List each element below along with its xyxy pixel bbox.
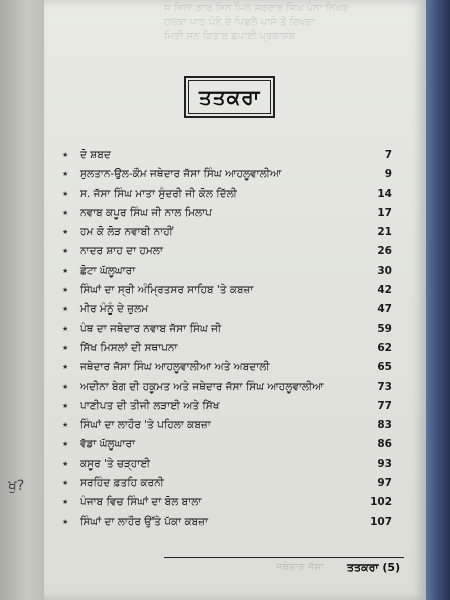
toc-entry-page: 102 (370, 496, 392, 509)
toc-entry-title: ਪਾਣੀਪਤ ਦੀ ਤੀਜੀ ਲੜਾਈ ਅਤੇ ਸਿੱਖ (80, 399, 220, 412)
toc-entry-title: ਅਦੀਨਾ ਬੇਗ ਦੀ ਹਕੂਮਤ ਅਤੇ ਜਥੇਦਾਰ ਜੱਸਾ ਸਿੰਘ ਆਹਲੂਵਾਲੀਆ (80, 380, 324, 393)
toc-entry-page: 62 (377, 341, 392, 354)
toc-entry-title: ਸਿੰਘਾਂ ਦਾ ਸ੍ਰੀ ਅੰਮ੍ਰਿਤਸਰ ਸਾਹਿਬ 'ਤੇ ਕਬਜ਼ਾ (80, 284, 254, 297)
toc-entry (62, 495, 392, 514)
toc-entry-title: ਪੰਜਾਬ ਵਿਚ ਸਿੰਘਾਂ ਦਾ ਬੋਲ ਬਾਲਾ (80, 496, 202, 509)
star-bullet-icon: ★ (62, 247, 69, 256)
toc-entry (62, 515, 392, 534)
toc-entry-page: 86 (377, 438, 392, 451)
star-bullet-icon: ★ (62, 401, 69, 410)
toc-entry (62, 283, 392, 302)
star-bullet-icon: ★ (62, 170, 69, 179)
toc-entry-page: 30 (377, 264, 392, 277)
toc-entry-page: 97 (377, 477, 392, 490)
toc-entry (62, 399, 392, 418)
toc-entry (62, 225, 392, 244)
toc-entry-title: ਸਿੱਖ ਮਿਸਲਾਂ ਦੀ ਸਥਾਪਨਾ (80, 341, 178, 354)
page-footer (347, 561, 400, 575)
footer-page-number: (5) (382, 561, 401, 574)
toc-entry-page: 65 (377, 361, 392, 374)
star-bullet-icon: ★ (62, 305, 69, 314)
toc-entry-title: ਛੋਟਾ ਘੱਲੂਘਾਰਾ (80, 264, 136, 277)
toc-entry-page: 77 (377, 399, 392, 412)
star-bullet-icon: ★ (62, 286, 69, 295)
star-bullet-icon: ★ (62, 479, 69, 488)
star-bullet-icon: ★ (62, 266, 69, 275)
star-bullet-icon: ★ (62, 208, 69, 217)
toc-entry (62, 167, 392, 186)
toc-entry (62, 341, 392, 360)
toc-entry-title: ਸਰਹਿੰਦ ਫ਼ਤਹਿ ਕਰਨੀ (80, 477, 164, 490)
star-bullet-icon: ★ (62, 421, 69, 430)
toc-entry (62, 302, 392, 321)
toc-entry-page: 26 (377, 245, 392, 258)
toc-entry-title: ਦੋ ਸ਼ਬਦ (80, 149, 111, 161)
toc-entry-title: ਸੁਲਤਾਨ-ਉਲ-ਕੌਮ ਜਥੇਦਾਰ ਜੱਸਾ ਸਿੰਘ ਆਹਲੂਵਾਲੀਆ (80, 168, 282, 181)
toc-entry (62, 476, 392, 495)
toc-entry (62, 148, 392, 167)
toc-entry-page: 7 (384, 149, 392, 161)
toc-entry-page: 21 (377, 226, 392, 239)
toc-entry-title: ਨਵਾਬ ਕਪੂਰ ਸਿੰਘ ਜੀ ਨਾਲ ਮਿਲਾਪ (80, 206, 212, 219)
toc-entry (62, 187, 392, 206)
footer-label: ਤਤਕਰਾ (347, 561, 379, 574)
toc-entry-page: 59 (377, 322, 392, 335)
toc-entry-title: ਮੀਰ ਮੰਨੂੰ ਦੇ ਜ਼ੁਲਮ (80, 303, 149, 316)
toc-entry-title: ਸਿੰਘਾਂ ਦਾ ਲਾਹੌਰ 'ਤੇ ਪਹਿਲਾ ਕਬਜ਼ਾ (80, 419, 211, 432)
toc-entry (62, 206, 392, 225)
toc-entry (62, 322, 392, 341)
toc-entry-title: ਨਾਦਰ ਸ਼ਾਹ ਦਾ ਹਮਲਾ (80, 245, 163, 258)
footer-rule (164, 557, 404, 558)
toc-entry (62, 437, 392, 456)
toc-entry-page: 42 (377, 284, 392, 297)
toc-entry (62, 457, 392, 476)
toc-entry-page: 47 (377, 303, 392, 316)
toc-entry (62, 380, 392, 399)
toc-entry-title: ਪੰਥ ਦਾ ਜਥੇਦਾਰ ਨਵਾਬ ਜੱਸਾ ਸਿੰਘ ਜੀ (80, 322, 222, 335)
toc-entry-title: ਵੱਡਾ ਘੱਲੂਘਾਰਾ (80, 438, 135, 451)
toc-entry-page: 73 (377, 380, 392, 393)
star-bullet-icon: ★ (62, 343, 69, 352)
table-of-contents (62, 148, 392, 534)
star-bullet-icon: ★ (62, 363, 69, 372)
toc-entry-title: ਜਥੇਦਾਰ ਜੱਸਾ ਸਿੰਘ ਆਹਲੂਵਾਲੀਆ ਅਤੇ ਅਬਦਾਲੀ (80, 361, 270, 374)
star-bullet-icon: ★ (62, 440, 69, 449)
toc-entry-page: 14 (377, 187, 392, 200)
toc-entry-title: ਸ. ਜੱਸਾ ਸਿੰਘ ਮਾਤਾ ਸੁੰਦਰੀ ਜੀ ਕੋਲ ਦਿੱਲੀ (80, 187, 237, 200)
toc-entry-page: 9 (384, 168, 392, 181)
star-bullet-icon: ★ (62, 517, 69, 526)
star-bullet-icon: ★ (62, 498, 69, 507)
star-bullet-icon: ★ (62, 459, 69, 468)
toc-entry (62, 264, 392, 283)
toc-entry-title: ਕਸੂਰ 'ਤੇ ਚੜ੍ਹਾਈ (80, 457, 151, 470)
star-bullet-icon: ★ (62, 382, 69, 391)
star-bullet-icon: ★ (62, 324, 69, 333)
toc-entry-page: 93 (377, 457, 392, 470)
toc-entry (62, 360, 392, 379)
toc-entry (62, 244, 392, 263)
toc-entry-title: ਸਿੰਘਾਂ ਦਾ ਲਾਹੌਰ ਉੱਤੇ ਪੱਕਾ ਕਬਜ਼ਾ (80, 515, 209, 528)
adjacent-page (0, 0, 46, 600)
footer-show-through: ਜਥੇਦਾਰ ਜੱਸਾ (276, 562, 324, 573)
toc-title: ਤਤਕਰਾ (188, 80, 271, 114)
toc-entry-page: 107 (370, 515, 392, 528)
star-bullet-icon: ★ (62, 228, 69, 237)
toc-entry-page: 17 (377, 206, 392, 219)
toc-title-box (184, 76, 275, 118)
book-cover-edge (422, 0, 450, 600)
star-bullet-icon: ★ (62, 189, 69, 198)
adjacent-page-mark: ਖੁ? (8, 478, 25, 494)
toc-entry (62, 418, 392, 437)
show-through-text: ਸ ਜਿਲਾ ਕਾਰ ਜਿਨ ਮਿਲ ਸਰਦਾਰ ਸਿੰਘ ਪੰਨਾ ਲਿਖਤ ਹਲਕਾ ਪਾਠ ਪੰਨੇ ਦੇ ਪਿਛਲੇ ਪਾਸੇ ਤੋਂ ਦਿਖਦਾ ਮਿਤੀ ਸਨ ਕਿਤਾਬ ਛਪਾਈ ਪ੍ਰਕਾਸ਼ਕ (164, 3, 349, 42)
toc-entry-page: 83 (377, 419, 392, 432)
star-bullet-icon: ★ (62, 151, 69, 159)
book-page (44, 0, 426, 600)
toc-entry-title: ਹਮ ਕੋ ਲੋੜ ਨਵਾਬੀ ਨਾਹੀਂ (80, 226, 173, 239)
